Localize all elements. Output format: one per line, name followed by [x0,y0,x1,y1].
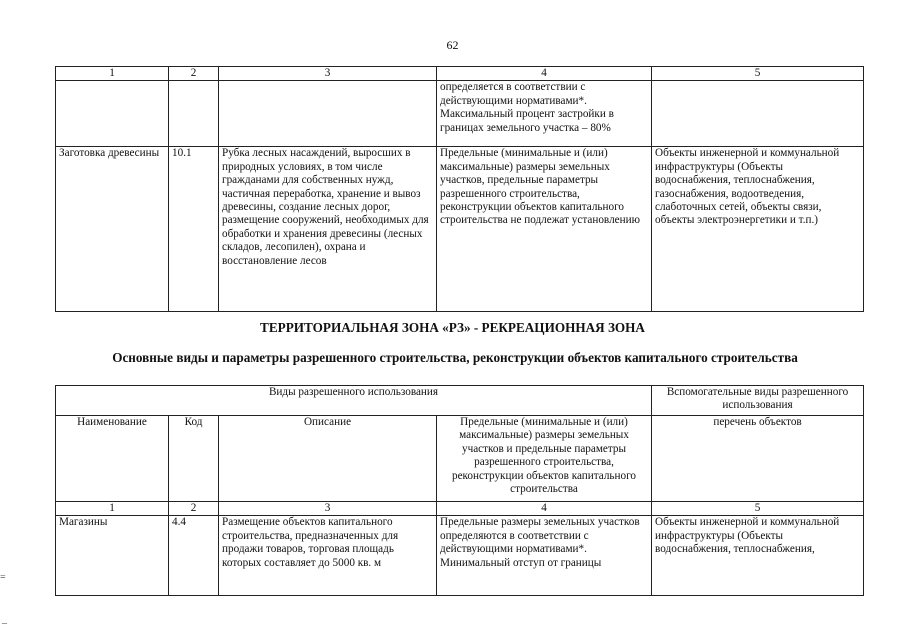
table-row [56,147,864,312]
cell-auxiliary: Объекты инженерной и коммунальной инфраструктуры (Объекты водоснабжения, теплоснабжения, [652,516,864,596]
table-row [56,516,864,596]
table-cell: определяется в соответствии с действующими нормативами*. Максимальный процент застройки в границах земельного участка – 80% [437,81,652,147]
table-header-row [56,67,864,81]
col-header-code: Код [169,416,219,502]
number-cell: 1 [56,502,169,516]
aux-header: Вспомогательные виды разрешенного использования [652,386,864,416]
column-number-row [56,502,864,516]
page-number: 62 [446,38,459,52]
margin-mark: = [0,572,6,583]
number-cell: 5 [652,502,864,516]
table-cell [169,81,219,147]
header-cell: 4 [437,67,652,81]
group-header: Виды разрешенного использования [56,386,652,416]
group-header-row [56,386,864,416]
col-header-parameters: Предельные (минимальные и (или) максимальные) размеры земельных участков и предельные параметры разрешенного строительства, реконструкции объектов капитального строительства [437,416,652,502]
table-continued [55,66,864,312]
margin-mark: – [2,618,7,629]
col-header-name: Наименование [56,416,169,502]
cell-description: Рубка лесных насаждений, выросших в природных условиях, в том числе гражданами для собственных нужд, частичная переработка, хранение и вывоз древесины, создание лесных дорог, размещение сооружений, необходимых для обработки и хранения древесины (лесных складов, лесопилен), охрана и восстановление лесов [219,147,437,312]
number-cell: 2 [169,502,219,516]
col-header-objects: перечень объектов [652,416,864,502]
cell-code: 4.4 [169,516,219,596]
table-cell [56,81,169,147]
cell-code: 10.1 [169,147,219,312]
cell-name: Заготовка древесины [56,147,169,312]
table-cell [219,81,437,147]
cell-auxiliary: Объекты инженерной и коммунальной инфраструктуры (Объекты водоснабжения, теплоснабжения, газоснабжения, водоотведения, слаботочных сетей, объекты связи, объекты электроэнергетики и т.п.) [652,147,864,312]
table-cell [652,81,864,147]
header-cell: 3 [219,67,437,81]
number-cell: 3 [219,502,437,516]
cell-parameters: Предельные размеры земельных участков определяются в соответствии с действующими нормативами*. Минимальный отступ от границы [437,516,652,596]
zone-title: ТЕРРИТОРИАЛЬНАЯ ЗОНА «РЗ» - РЕКРЕАЦИОННАЯ ЗОНА [260,320,645,335]
cell-name: Магазины [56,516,169,596]
number-cell: 4 [437,502,652,516]
header-cell: 5 [652,67,864,81]
col-header-description: Описание [219,416,437,502]
cell-description: Размещение объектов капитального строительства, предназначенных для продажи товаров, торговая площадь которых составляет до 5000 кв. м [219,516,437,596]
header-cell: 1 [56,67,169,81]
cell-parameters: Предельные (минимальные и (или) максимальные) размеры земельных участков, предельные параметры разрешенного строительства, реконструкции объектов капитального строительства не подлежат установлению [437,147,652,312]
table-row [56,81,864,147]
header-cell: 2 [169,67,219,81]
table-main [55,385,864,596]
column-header-row [56,416,864,502]
section-title: Основные виды и параметры разрешенного строительства, реконструкции объектов капитального строительства [112,350,798,365]
